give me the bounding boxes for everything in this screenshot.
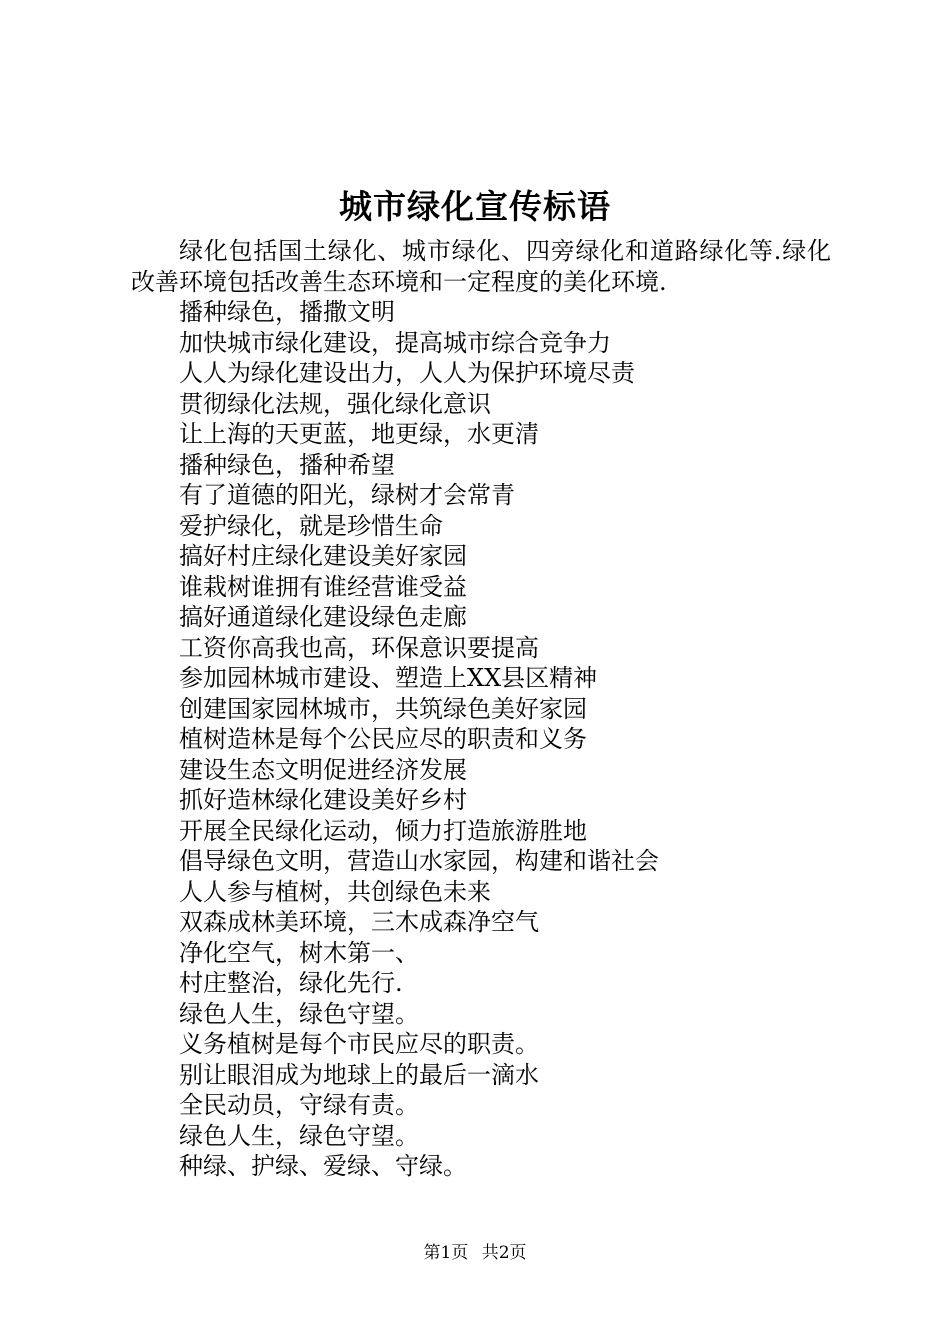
slogan-item: 有了道德的阳光，绿树才会常青 (179, 481, 515, 509)
slogan-item: 人人为绿化建设出力，人人为保护环境尽责 (179, 359, 635, 387)
slogan-item: 让上海的天更蓝，地更绿，水更清 (179, 420, 539, 448)
slogan-item: 净化空气，树木第一、 (179, 938, 419, 967)
slogan-item: 绿色人生，绿色守望。 (179, 999, 419, 1028)
slogan-item: 加快城市绿化建设，提高城市综合竞争力 (179, 328, 611, 357)
slogan-item: 开展全民绿化运动，倾力打造旅游胜地 (179, 816, 587, 845)
slogan-item: 倡导绿色文明，营造山水家园，构建和谐社会 (179, 847, 659, 875)
slogan-item: 抓好造林绿化建设美好乡村 (179, 786, 467, 814)
slogan-item: 建设生态文明促进经济发展 (179, 755, 467, 784)
slogan-item: 人人参与植树，共创绿色未来 (179, 877, 491, 906)
slogan-item: 义务植树是每个市民应尽的职责。 (179, 1030, 539, 1058)
page-footer (0, 1241, 950, 1265)
slogan-item: 创建国家园林城市，共筑绿色美好家园 (179, 694, 587, 723)
slogan-item: 播种绿色，播种希望 (179, 450, 395, 479)
slogan-item: 参加园林城市建设、塑造上XX县区精神 (179, 664, 598, 692)
document-title: 城市绿化宣传标语 (339, 187, 611, 226)
slogan-item: 贯彻绿化法规，强化绿化意识 (179, 389, 491, 418)
slogan-item: 播种绿色，播撒文明 (179, 298, 395, 326)
slogan-item: 植树造林是每个公民应尽的职责和义务 (179, 725, 587, 753)
slogan-item: 种绿、护绿、爱绿、守绿。 (179, 1152, 467, 1180)
slogan-item: 爱护绿化，就是珍惜生命 (179, 511, 443, 540)
page-number-total: 共2页 (481, 1243, 527, 1263)
slogan-item: 工资你高我也高，环保意识要提高 (179, 633, 539, 662)
slogan-list (131, 297, 831, 1182)
page-number-current: 第1页 (423, 1243, 469, 1263)
slogan-item: 全民动员，守绿有责。 (179, 1091, 419, 1119)
slogan-item: 绿色人生，绿色守望。 (179, 1121, 419, 1150)
slogan-item: 搞好村庄绿化建设美好家园 (179, 542, 467, 570)
document-body (131, 236, 831, 1182)
slogan-item: 村庄整治，绿化先行. (179, 969, 403, 997)
intro-paragraph: 绿化包括国土绿化、城市绿化、四旁绿化和道路绿化等.绿化改善环境包括改善生态环境和一定程度的美化环境. (131, 237, 831, 296)
slogan-item: 谁栽树谁拥有谁经营谁受益 (179, 572, 467, 601)
slogan-item: 别让眼泪成为地球上的最后一滴水 (179, 1060, 539, 1089)
slogan-item: 双森成林美环境，三木成森净空气 (179, 908, 539, 936)
slogan-item: 搞好通道绿化建设绿色走廊 (179, 603, 467, 631)
